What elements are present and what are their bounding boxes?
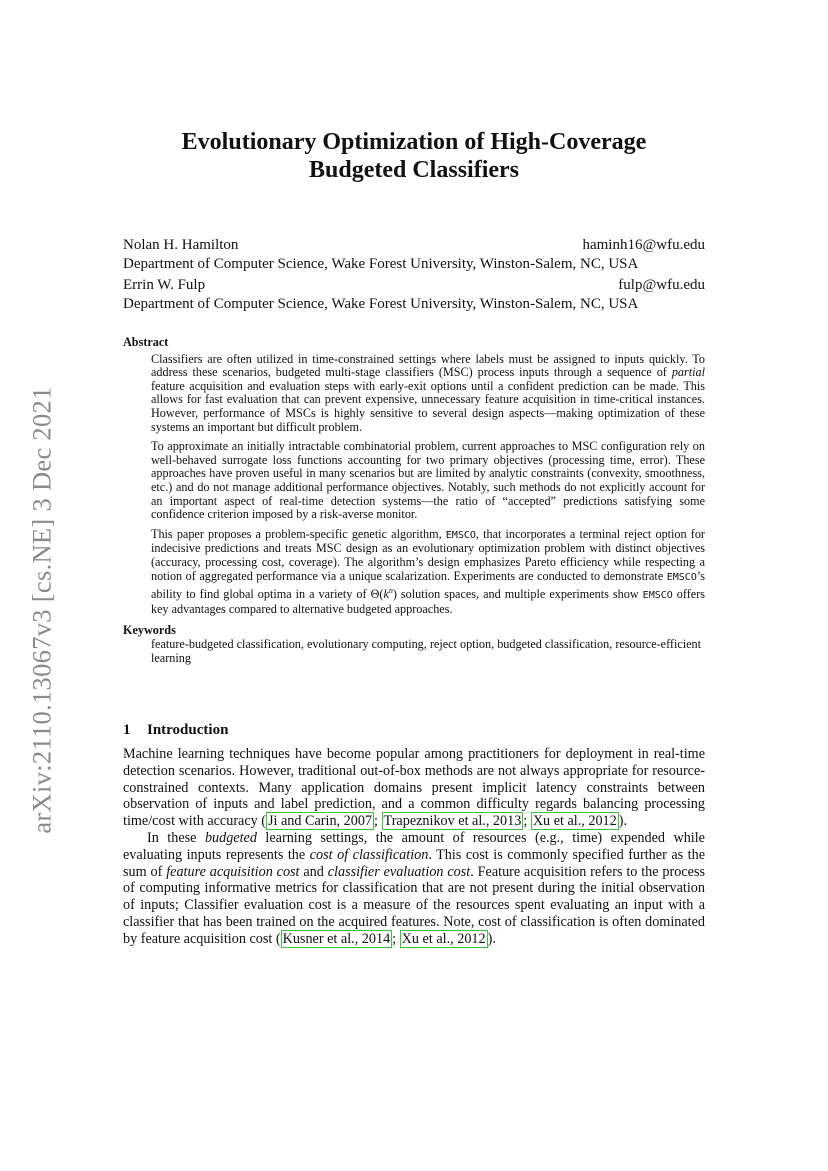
keywords-heading: Keywords — [123, 623, 176, 638]
section-heading-introduction — [123, 721, 705, 740]
code-emsco: EMSCO — [445, 529, 476, 541]
introduction-body — [123, 746, 705, 948]
intro-paragraph-2: In these budgeted learning settings, the amount of resources (e.g., time) expended while evaluating inputs represents the cost of classification. This cost is commonly specified further as the sum of feature acquisition cost and classifier evaluation cost. Feature acquisition refers to the process of computing informative metrics for classification that are not present during the initial observation of inputs; Classifier evaluation cost is a measure of the resources spent evaluating an input with a classifier that has been trained on the acquired features. Note, cost of classification is often dominated by feature acquisition cost ( Kusner et al., 2014 ; Xu et al., 2012 ). — [123, 829, 705, 947]
section-title: Introduction — [147, 722, 229, 738]
citation-link[interactable]: Xu et al., 2012 — [532, 813, 617, 830]
section-number: 1 — [123, 722, 131, 738]
abstract-paragraph-3: This paper proposes a problem-specific genetic algorithm, EMSCO, that incorporates a terminal reject option for indecisive predictions and treats MSC design as an evolutionary optimization problem with distinct objectives (accuracy, processing cost, coverage). The algorithm’s design emphasizes Pareto efficiency while respecting a notion of aggregated performance via a unique scalarization. Experiments are conducted to demonstrate EMSCO’s ability to find global optima in a variety of $\Theta(k^n)$ solution spaces, and multiple experiments show EMSCO offers key advantages compared to alternative budgeted approaches. — [151, 526, 705, 616]
paper-title — [123, 128, 705, 184]
citation-link[interactable]: Trapeznikov et al., 2013 — [383, 813, 522, 830]
code-emsco: EMSCO — [666, 571, 697, 583]
arxiv-identifier-text: arXiv:2110.13067v3 [cs.NE] 3 Dec 2021 — [26, 386, 57, 834]
intro-paragraph-1: Machine learning techniques have become popular among practitioners for deployment in real-time detection scenarios. However, traditional out-of-box methods are not always appropriate for resource-constrained contexts. Many application domains present implicit latency constraints between observation of inputs and label prediction, and a common difficulty regards balancing processing time/cost with accuracy ( Ji and Carin, 2007 ; Trapeznikov et al., 2013 ; Xu et al., 2012 ). — [123, 746, 705, 830]
author-name: Nolan H. Hamilton — [123, 237, 239, 253]
citation-link[interactable]: Kusner et al., 2014 — [282, 930, 391, 947]
title-line-2: Budgeted Classifiers — [309, 157, 519, 183]
author-affiliation: Department of Computer Science, Wake Forest University, Winston-Salem, NC, USA — [123, 296, 639, 312]
code-emsco: EMSCO — [642, 590, 673, 602]
arxiv-side-identifier — [22, 370, 62, 850]
citation-link[interactable]: Ji and Carin, 2007 — [268, 813, 373, 830]
title-line-1: Evolutionary Optimization of High-Coverage — [181, 129, 647, 155]
abstract-heading: Abstract — [123, 335, 169, 349]
keywords-section — [123, 624, 705, 665]
author-name: Errin W. Fulp — [123, 277, 206, 293]
author-email: haminh16@wfu.edu — [582, 237, 705, 253]
abstract-paragraph-1: Classifiers are often utilized in time-constrained settings where labels must be assigned to inputs quickly. To address these scenarios, budgeted multi-stage classifiers (MSC) process inputs through a sequence of partial feature acquisition and evaluation steps with early-exit options until a confident prediction can be made. This allows for fast evaluation that can prevent expensive, unnecessary feature acquisition in time-critical instances. However, performance of MSCs is highly sensitive to several design aspects—making optimization of these systems an important but difficult problem. — [151, 351, 705, 434]
author-block-1 — [123, 236, 705, 274]
abstract-paragraph-2: To approximate an initially intractable combinatorial problem, current approaches to MSC configuration rely on well-behaved surrogate loss functions accounting for two primary objectives (processing time, error). These approaches have proven useful in many scenarios but are limited by analytic constraints (convexity, smoothness, etc.) and do not manage additional performance objectives. Notably, such methods do not explicitly account for an important aspect of real-time detection systems—the ratio of “accepted” predictions satisfying some confidence criterion imposed by a risk-averse monitor. — [151, 439, 705, 522]
citation-link[interactable]: Xu et al., 2012 — [401, 930, 486, 947]
abstract-section — [123, 336, 705, 665]
author-affiliation: Department of Computer Science, Wake Forest University, Winston-Salem, NC, USA — [123, 256, 639, 272]
author-block-2 — [123, 276, 705, 314]
keywords-text: feature-budgeted classification, evolutionary computing, reject option, budgeted classification, resource-efficient learning — [151, 636, 702, 665]
author-email: fulp@wfu.edu — [618, 277, 705, 293]
